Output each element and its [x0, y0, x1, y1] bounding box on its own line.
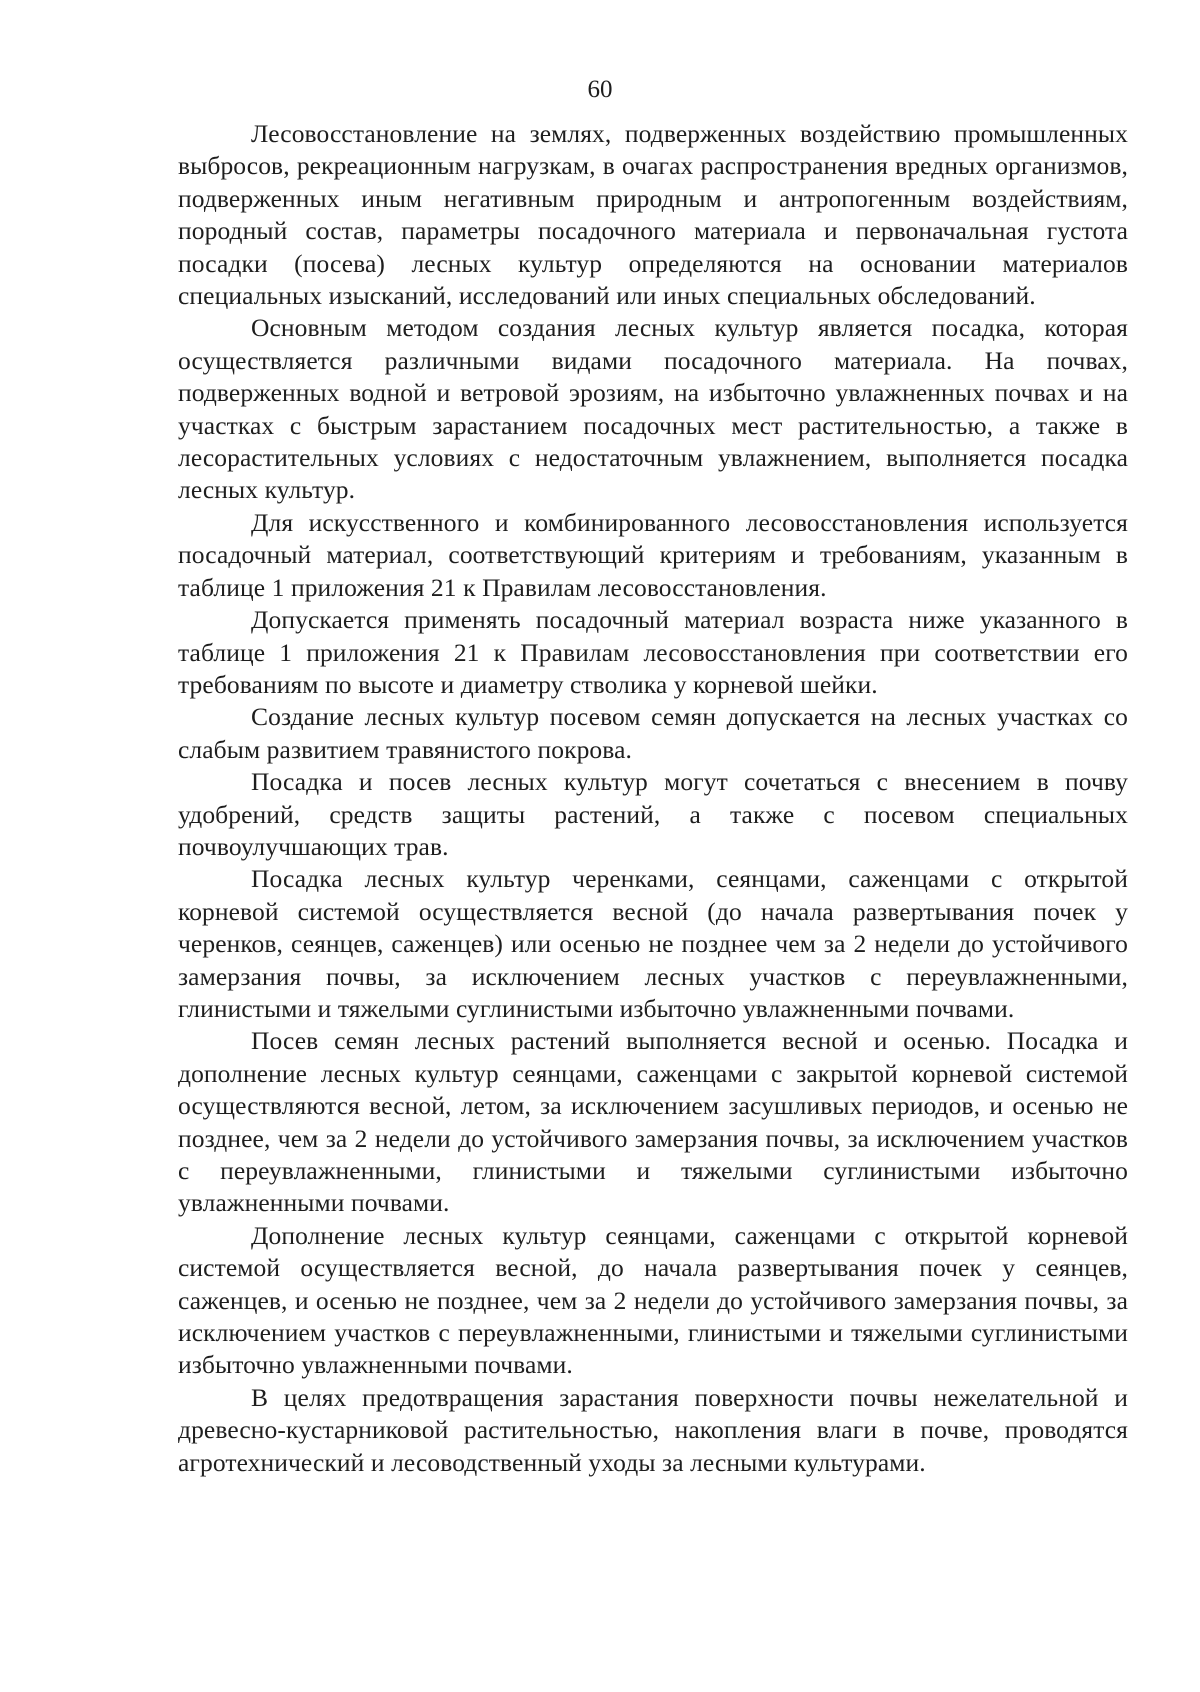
paragraph-9: Дополнение лесных культур сеянцами, саженцами с открытой корневой системой осуществляется весной, до начала развертывания почек у сеянцев, саженцев, и осенью не позднее, чем за 2 недели до устойчивого замерзания почвы, за исключением участков с переувлажненными, глинистыми и тяжелыми суглинистыми избыточно увлажненными почвами.	[178, 1220, 1128, 1380]
paragraph-7: Посадка лесных культур черенками, сеянцами, саженцами с открытой корневой системой осуществляется весной (до начала развертывания почек у черенков, сеянцев, саженцев) или осенью не позднее чем за 2 недели до устойчивого замерзания почвы, за исключением лесных участков с переувлажненными, глинистыми и тяжелыми суглинистыми избыточно увлажненными почвами.	[178, 864, 1128, 1023]
paragraph-10: В целях предотвращения зарастания поверхности почвы нежелательной и древесно-кустарниковой растительностью, накопления влаги в почве, проводятся агротехнический и лесоводственный уходы за лесными культурами.	[178, 1382, 1128, 1477]
page-number: 60	[587, 76, 613, 103]
paragraph-2: Основным методом создания лесных культур является посадка, которая осуществляется различными видами посадочного материала. На почвах, подверженных водной и ветровой эрозиям, на избыточно увлажненных почвах и на участках с быстрым зарастанием посадочных мест растительностью, а также в лесорастительных условиях с недостаточным увлажнением, выполняется посадка лесных культур.	[178, 313, 1128, 505]
paragraph-1: Лесовосстановление на землях, подверженных воздействию промышленных выбросов, рекреационным нагрузкам, в очагах распространения вредных организмов, подверженных иным негативным природным и антропогенным воздействиям, породный состав, параметры посадочного материала и первоначальная густота посадки (посева) лесных культур определяются на основании материалов специальных изысканий, исследований или иных специальных обследований.	[178, 119, 1128, 311]
paragraph-3: Для искусственного и комбинированного лесовосстановления используется посадочный материал, соответствующий критериям и требованиям, указанным в таблице 1 приложения 21 к Правилам лесовосстановления.	[178, 507, 1128, 602]
paragraph-6: Посадка и посев лесных культур могут сочетаться с внесением в почву удобрений, средств защиты растений, а также с посевом специальных почвоулучшающих трав.	[178, 767, 1128, 861]
paragraph-5: Создание лесных культур посевом семян допускается на лесных участках со слабым развитием травянистого покрова.	[178, 702, 1128, 764]
paragraph-8: Посев семян лесных растений выполняется весной и осенью. Посадка и дополнение лесных культур сеянцами, саженцами с закрытой корневой системой осуществляются весной, летом, за исключением засушливых периодов, и осенью не позднее, чем за 2 недели до устойчивого замерзания почвы, за исключением участков с переувлажненными, глинистыми и тяжелыми суглинистыми избыточно увлажненными почвами.	[178, 1026, 1128, 1218]
body-text	[178, 118, 1128, 1479]
paragraph-4: Допускается применять посадочный материал возраста ниже указанного в таблице 1 приложения 21 к Правилам лесовосстановления при соответствии его требованиям по высоте и диаметру стволика у корневой шейки.	[178, 605, 1128, 699]
